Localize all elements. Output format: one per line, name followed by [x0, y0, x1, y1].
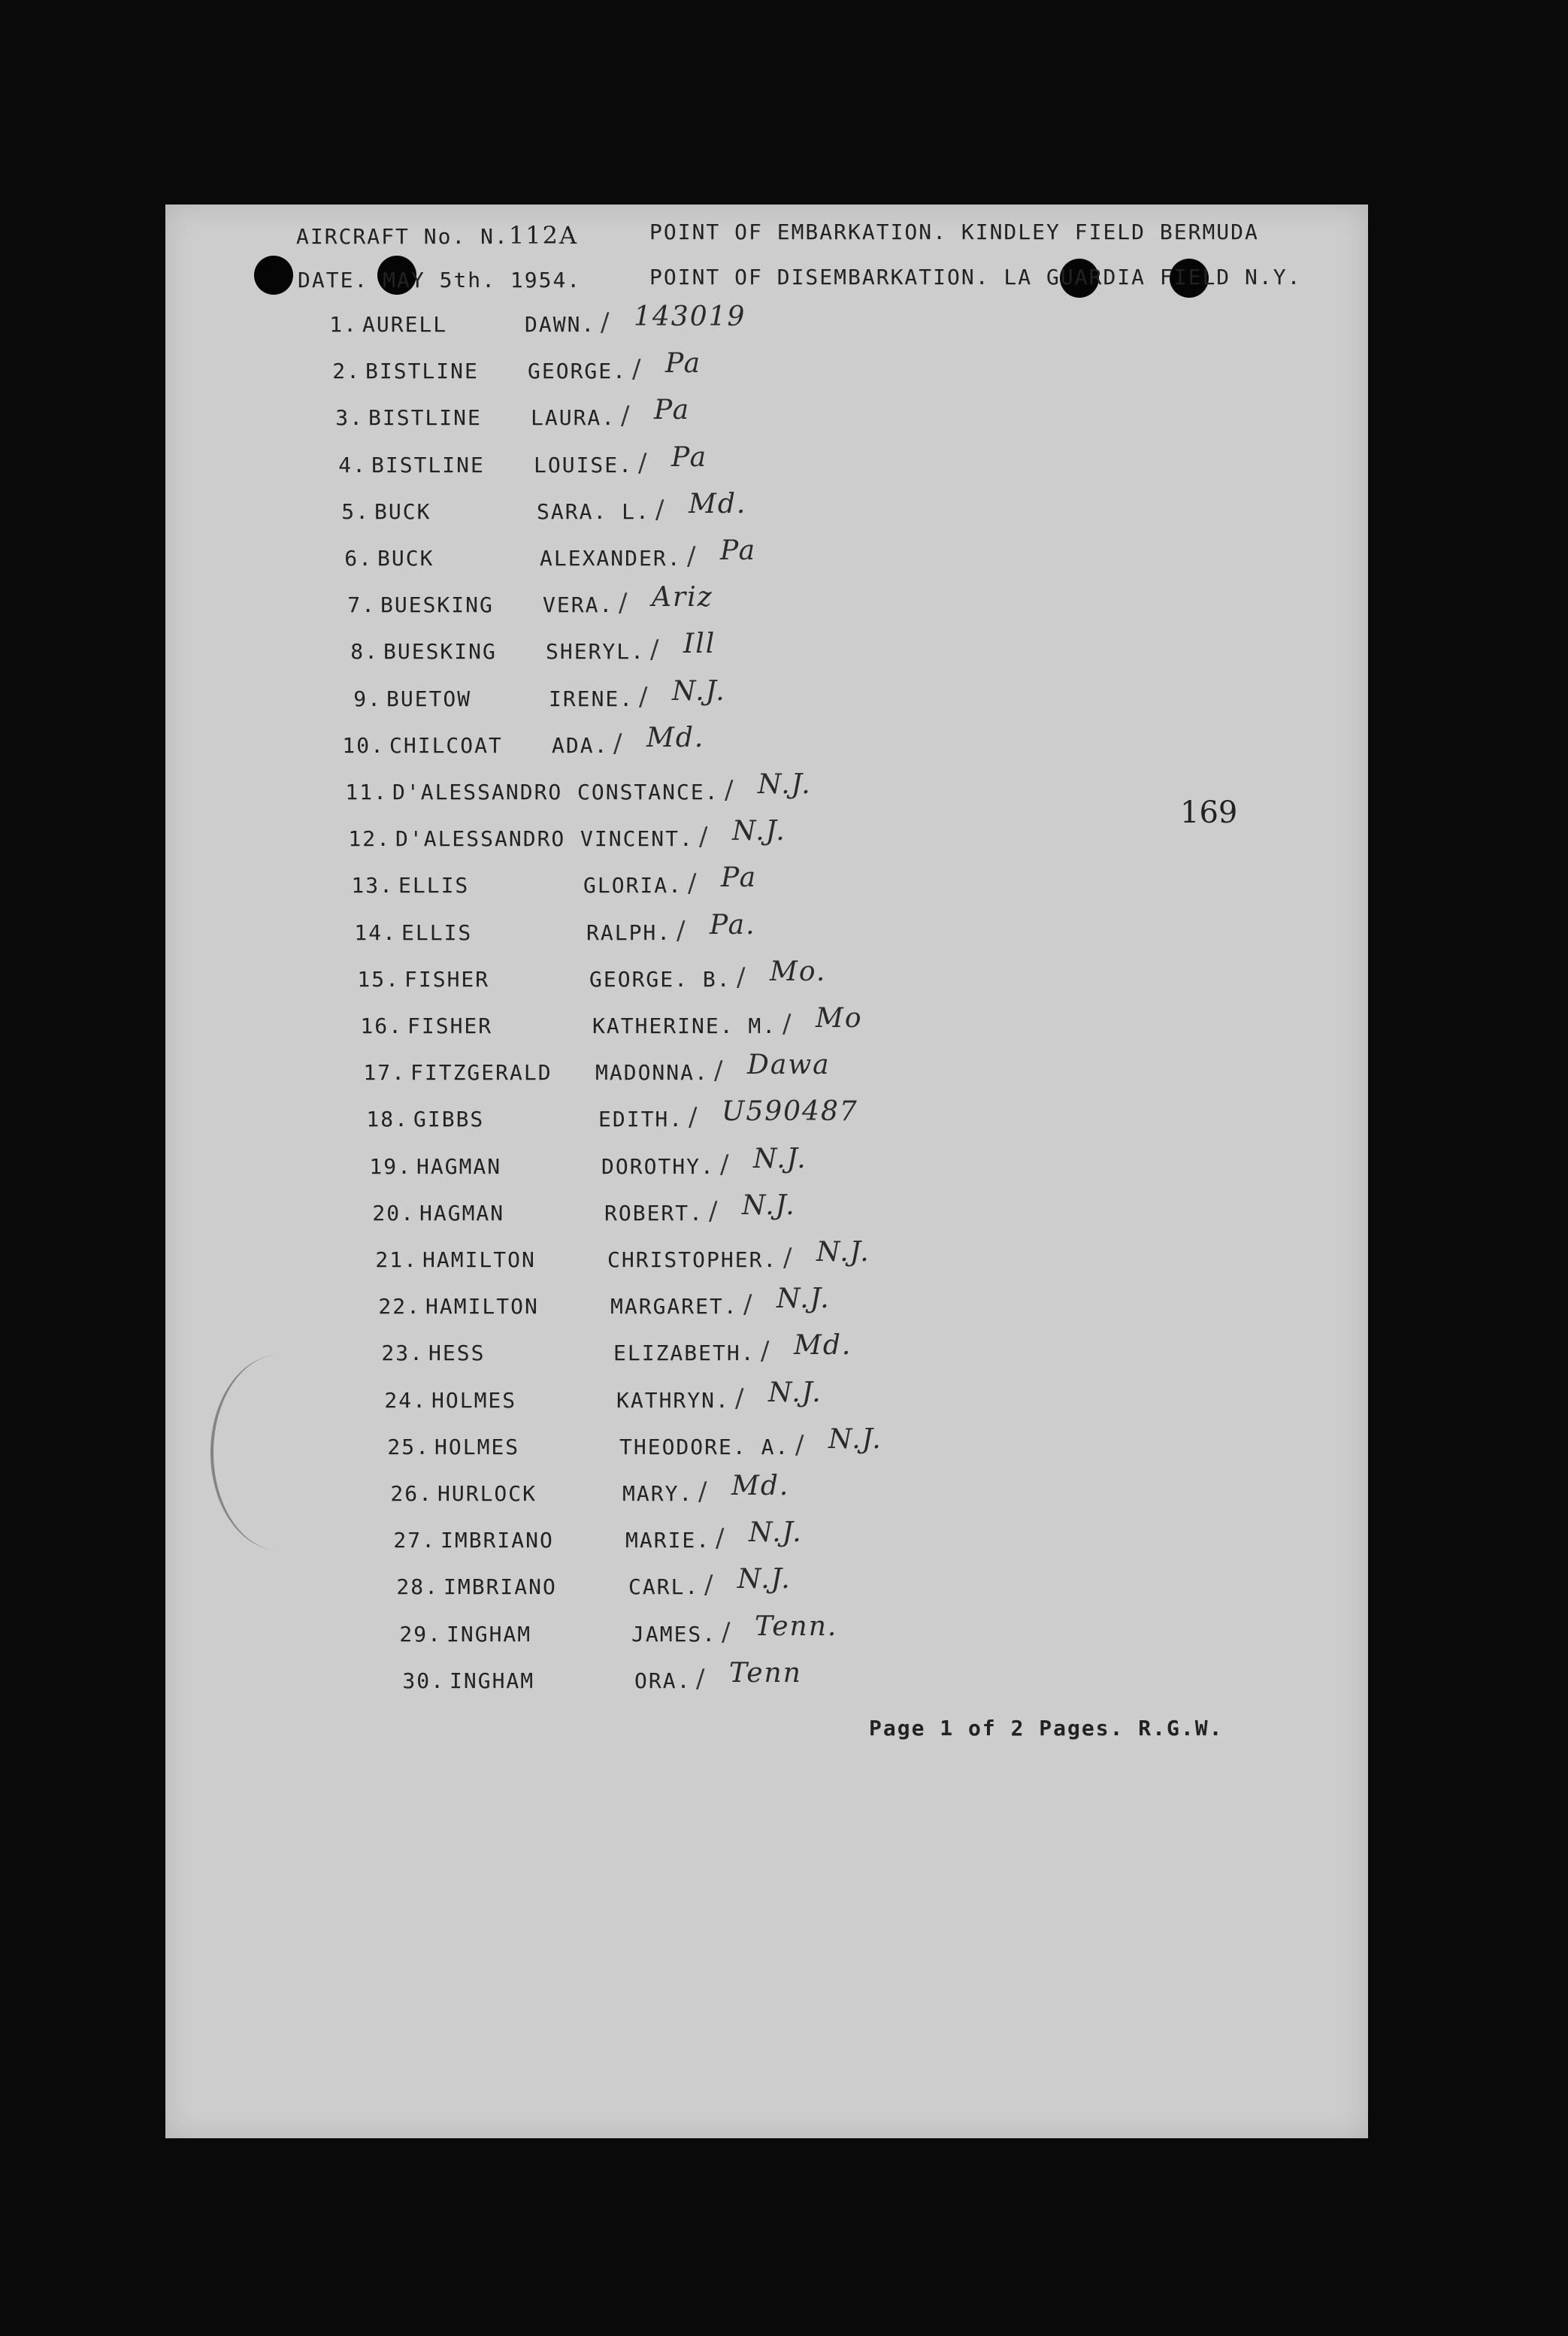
handwritten-note: Pa.: [710, 909, 756, 941]
passenger-number: 18.: [366, 1107, 409, 1132]
passenger-number: 25.: [387, 1434, 430, 1459]
handwritten-note: N.J.: [776, 1283, 831, 1315]
passenger-number: 1.: [329, 312, 358, 337]
passenger-surname: IMBRIANO: [440, 1528, 554, 1553]
passenger-surname: HAMILTON: [425, 1294, 539, 1319]
date-line: [298, 268, 581, 292]
passenger-given-name: MARIE.: [625, 1528, 711, 1553]
passenger-given-name: GLORIA.: [583, 873, 683, 898]
passenger-surname: GIBBS: [413, 1107, 485, 1132]
passenger-row: [186, 629, 1389, 684]
passenger-given-name: GEORGE.: [528, 359, 628, 384]
passenger-row: [219, 1143, 1422, 1199]
passenger-given-name: ADA.: [552, 732, 609, 758]
handwritten-note: Md.: [646, 722, 705, 753]
passenger-number: 20.: [372, 1200, 415, 1226]
aircraft-number: 112A: [508, 221, 579, 250]
check-mark: /: [687, 541, 698, 571]
passenger-surname: BISTLINE: [368, 405, 482, 431]
embarkation-point: POINT OF EMBARKATION. KINDLEY FIELD BERMUDA: [649, 220, 1259, 244]
handwritten-note: Pa: [671, 441, 708, 473]
passenger-surname: HAGMAN: [419, 1200, 505, 1226]
passenger-number: 12.: [348, 826, 391, 852]
check-mark: /: [619, 588, 629, 619]
passenger-given-name: IRENE.: [549, 686, 634, 711]
passenger-surname: HOLMES: [431, 1387, 517, 1413]
stamp-mark: [210, 1355, 349, 1550]
check-mark: /: [638, 447, 649, 478]
handwritten-note: N.J.: [753, 1143, 807, 1174]
handwritten-note: Md.: [689, 488, 747, 520]
passenger-given-name: RALPH.: [586, 920, 672, 945]
handwritten-note: Tenn: [729, 1657, 802, 1689]
check-mark: /: [725, 775, 735, 805]
passenger-surname: HESS: [428, 1341, 486, 1366]
passenger-row: [232, 1330, 1434, 1386]
passenger-row: [241, 1471, 1443, 1526]
passenger-row: [250, 1610, 1452, 1667]
handwritten-note: Tenn.: [755, 1610, 838, 1642]
passenger-given-name: THEODORE. A.: [619, 1434, 790, 1459]
check-mark: /: [709, 1195, 719, 1226]
passenger-given-name: KATHRYN.: [616, 1387, 730, 1413]
passenger-row: [183, 582, 1386, 638]
check-mark: /: [613, 728, 624, 759]
passenger-surname: BUCK: [374, 498, 431, 524]
passenger-number: 6.: [344, 546, 373, 571]
passenger-given-name: ELIZABETH.: [613, 1341, 755, 1366]
passenger-surname: HAMILTON: [422, 1247, 536, 1272]
passenger-number: 21.: [375, 1247, 418, 1272]
handwritten-note: Mo: [816, 1003, 863, 1034]
passenger-row: [165, 301, 1368, 357]
date-label: DATE.: [298, 268, 369, 292]
date-value: MAY 5th. 1954.: [383, 268, 582, 292]
passenger-surname: BUESKING: [383, 639, 497, 665]
passenger-given-name: LAURA.: [531, 405, 616, 431]
passenger-number: 17.: [363, 1060, 406, 1086]
handwritten-note: Pa: [720, 535, 757, 566]
passenger-row: [180, 535, 1383, 591]
handwritten-note: Pa: [721, 862, 758, 894]
handwritten-note: N.J.: [816, 1237, 870, 1268]
page-footer: Page 1 of 2 Pages. R.G.W.: [869, 1716, 1224, 1741]
passenger-surname: ELLIS: [401, 920, 473, 945]
passenger-row: [177, 488, 1380, 544]
passenger-given-name: ORA.: [634, 1668, 692, 1693]
passenger-number: 9.: [353, 686, 382, 711]
check-mark: /: [704, 1570, 715, 1601]
passenger-given-name: MADONNA.: [595, 1060, 709, 1086]
passenger-number: 14.: [354, 920, 397, 945]
check-mark: /: [698, 1477, 709, 1507]
passenger-row: [207, 956, 1410, 1012]
handwritten-note: Ill: [683, 629, 716, 660]
passenger-surname: CHILCOAT: [389, 732, 503, 758]
passenger-number: 29.: [399, 1621, 442, 1647]
passenger-row: [253, 1657, 1455, 1713]
passenger-given-name: SARA. L.: [537, 498, 650, 524]
check-mark: /: [639, 681, 649, 712]
passenger-number: 5.: [341, 498, 370, 524]
passenger-surname: INGHAM: [446, 1621, 532, 1647]
passenger-given-name: MARY.: [622, 1481, 694, 1506]
check-mark: /: [632, 354, 643, 385]
passenger-number: 28.: [396, 1574, 439, 1600]
handwritten-note: Pa: [654, 395, 691, 426]
handwritten-note: Ariz: [652, 582, 713, 614]
passenger-number: 11.: [345, 780, 388, 804]
check-mark: /: [716, 1523, 726, 1554]
passenger-surname: BISTLINE: [371, 452, 485, 477]
passenger-given-name: SHERYL.: [546, 639, 646, 665]
check-mark: /: [782, 1009, 793, 1039]
passenger-surname: HURLOCK: [437, 1481, 537, 1506]
passenger-surname: INGHAM: [450, 1668, 535, 1693]
aircraft-label: [296, 221, 578, 250]
handwritten-note: N.J.: [742, 1189, 796, 1221]
passenger-number: 22.: [378, 1294, 421, 1319]
passenger-given-name: VINCENT.: [580, 826, 694, 852]
handwritten-note: Md.: [794, 1330, 852, 1362]
check-mark: /: [743, 1289, 754, 1320]
handwritten-note: N.J.: [758, 769, 812, 800]
passenger-given-name: JAMES.: [631, 1621, 717, 1647]
passenger-row: [244, 1517, 1446, 1573]
passenger-given-name: MARGARET.: [610, 1294, 738, 1319]
handwritten-note: N.J.: [749, 1517, 803, 1549]
passenger-row: [168, 348, 1371, 404]
passenger-number: 19.: [369, 1153, 412, 1179]
check-mark: /: [722, 1616, 732, 1647]
passenger-surname: BUETOW: [386, 686, 472, 711]
check-mark: /: [688, 868, 698, 899]
passenger-number: 15.: [357, 966, 400, 992]
check-mark: /: [621, 401, 631, 432]
passenger-given-name: ALEXANDER.: [540, 546, 682, 571]
handwritten-note: N.J.: [828, 1423, 882, 1455]
passenger-given-name: KATHERINE. M.: [592, 1013, 777, 1038]
passenger-given-name: EDITH.: [598, 1107, 684, 1132]
passenger-surname: IMBRIANO: [443, 1574, 557, 1600]
passenger-number: 23.: [381, 1341, 424, 1366]
passenger-given-name: DOROTHY.: [601, 1153, 715, 1179]
passenger-given-name: CARL.: [628, 1574, 700, 1600]
passenger-number: 13.: [351, 873, 394, 898]
punch-hole: [254, 256, 293, 295]
check-mark: /: [677, 915, 687, 946]
handwritten-note: 143019: [634, 301, 746, 332]
check-mark: /: [737, 962, 747, 992]
handwritten-note: Pa: [665, 348, 702, 380]
passenger-row: [189, 675, 1392, 732]
passenger-number: 3.: [335, 405, 364, 431]
passenger-number: 10.: [342, 732, 385, 758]
passenger-row: [247, 1564, 1449, 1619]
check-mark: /: [720, 1149, 731, 1180]
check-mark: /: [689, 1102, 699, 1133]
passenger-given-name: CONSTANCE.: [577, 780, 719, 804]
handwritten-note: N.J.: [672, 675, 726, 707]
page-number: 169: [1180, 795, 1238, 830]
passenger-surname: FITZGERALD: [410, 1060, 552, 1086]
passenger-surname: HAGMAN: [416, 1153, 502, 1179]
passenger-number: 4.: [338, 452, 367, 477]
passenger-given-name: CHRISTOPHER.: [607, 1247, 778, 1272]
check-mark: /: [783, 1243, 794, 1273]
passenger-surname: BISTLINE: [365, 359, 479, 384]
passenger-surname: ELLIS: [398, 873, 470, 898]
passenger-number: 30.: [402, 1668, 445, 1693]
aircraft-label-text: AIRCRAFT No. N.: [296, 224, 509, 249]
passenger-given-name: ROBERT.: [604, 1200, 704, 1226]
check-mark: /: [655, 494, 666, 525]
check-mark: /: [761, 1336, 771, 1367]
passenger-surname: BUESKING: [380, 592, 494, 618]
passenger-given-name: GEORGE. B.: [589, 966, 731, 992]
passenger-row: [216, 1096, 1419, 1152]
passenger-given-name: LOUISE.: [534, 452, 634, 477]
passenger-number: 2.: [332, 359, 361, 384]
passenger-number: 8.: [350, 639, 379, 665]
handwritten-note: Md.: [731, 1471, 790, 1501]
handwritten-note: N.J.: [732, 816, 786, 847]
handwritten-note: Mo.: [770, 956, 827, 987]
passenger-row: [198, 816, 1401, 871]
passenger-surname: D'ALESSANDRO: [395, 826, 566, 852]
manifest-page: [165, 205, 1368, 2138]
handwritten-note: N.J.: [737, 1564, 792, 1595]
passenger-number: 26.: [390, 1481, 433, 1506]
passenger-surname: D'ALESSANDRO: [392, 780, 563, 804]
check-mark: /: [714, 1056, 725, 1086]
passenger-number: 16.: [360, 1013, 403, 1038]
check-mark: /: [696, 1663, 707, 1694]
check-mark: /: [601, 308, 611, 338]
handwritten-note: N.J.: [768, 1377, 822, 1408]
passenger-number: 27.: [393, 1528, 436, 1553]
passenger-given-name: DAWN.: [525, 312, 596, 337]
passenger-row: [201, 862, 1404, 918]
disembarkation-point: POINT OF DISEMBARKATION. LA GUARDIA FIELD N.Y.: [649, 265, 1302, 289]
passenger-row: [171, 395, 1374, 450]
passenger-number: 7.: [347, 592, 376, 618]
check-mark: /: [699, 822, 710, 853]
check-mark: /: [795, 1429, 806, 1460]
handwritten-note: U590487: [722, 1096, 858, 1128]
check-mark: /: [650, 635, 661, 665]
passenger-row: [174, 441, 1377, 498]
passenger-surname: BUCK: [377, 546, 434, 571]
handwritten-note: Dawa: [747, 1050, 831, 1081]
passenger-surname: FISHER: [407, 1013, 493, 1038]
passenger-surname: FISHER: [404, 966, 490, 992]
passenger-surname: AURELL: [362, 312, 448, 337]
check-mark: /: [735, 1383, 746, 1413]
passenger-given-name: VERA.: [543, 592, 614, 618]
passenger-surname: HOLMES: [434, 1434, 520, 1459]
passenger-number: 24.: [384, 1387, 427, 1413]
passenger-row: [238, 1423, 1440, 1480]
